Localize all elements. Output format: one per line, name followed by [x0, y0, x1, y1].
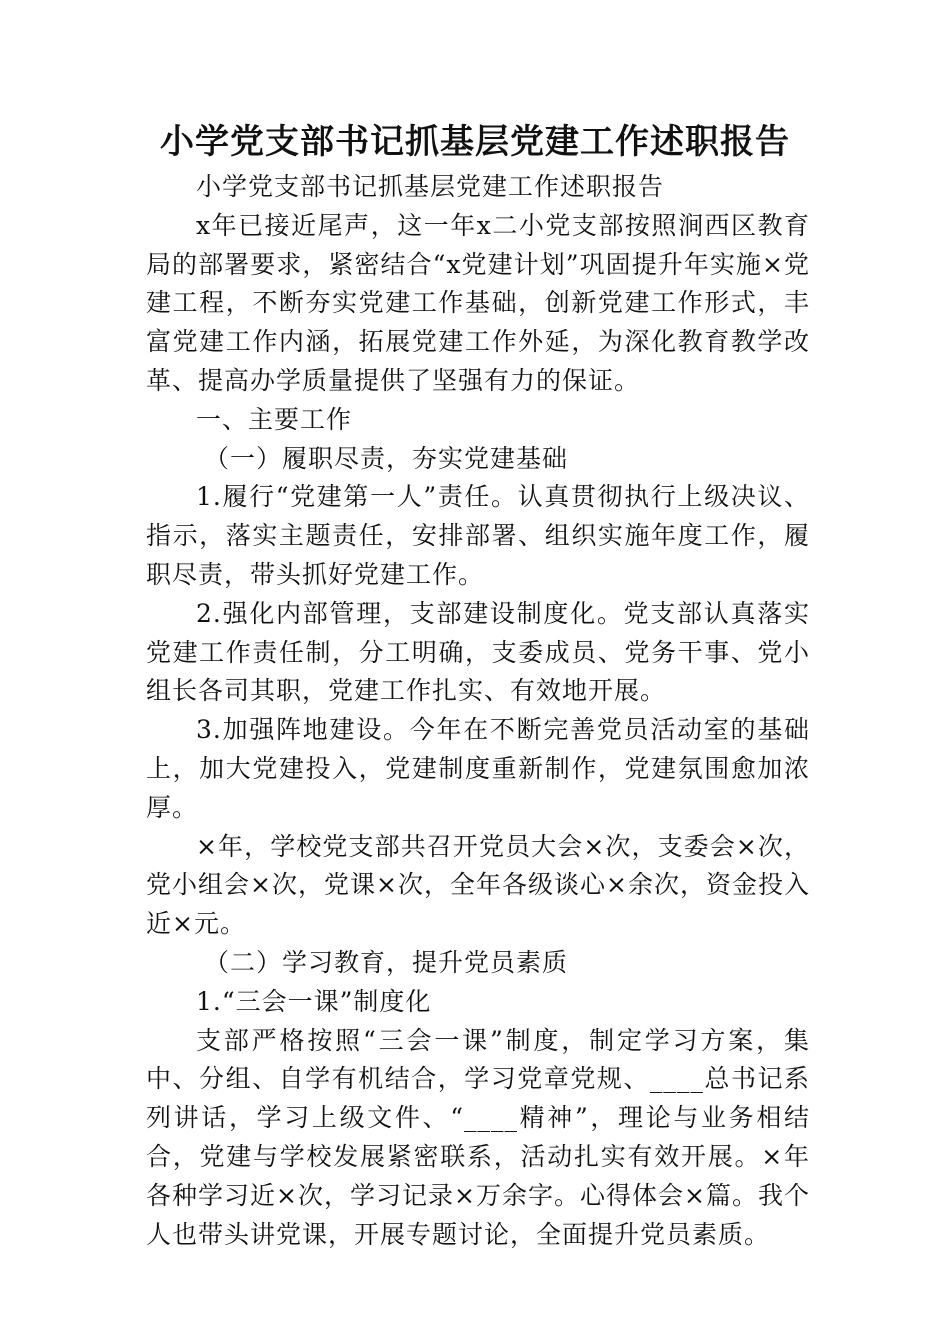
item-paragraph-3: 3.加强阵地建设。今年在不断完善党员活动室的基础上，加大党建投入，党建制度重新制作，党建氛围愈加浓厚。 [146, 715, 810, 822]
stats-paragraph: ×年，学校党支部共召开党员大会×次，支委会×次，党小组会×次，党课×次，全年各级谈心×余次，资金投入近×元。 [146, 831, 810, 939]
subsection-heading-1: （一）履职尽责，夯实党建基础 [204, 443, 569, 473]
section-heading-main-work: 一、主要工作 [196, 404, 353, 434]
subsection-heading-2: （二）学习教育，提升党员素质 [204, 947, 569, 977]
subtitle-paragraph: 小学党支部书记抓基层党建工作述职报告 [196, 172, 665, 201]
document-body [146, 168, 810, 1254]
item-heading-three-meetings: 1.“三会一课”制度化 [196, 986, 432, 1016]
item-paragraph-1: 1.履行“党建第一人”责任。认真贯彻执行上级决议、指示，落实主题责任，安排部署、组织实施年度工作，履职尽责，带头抓好党建工作。 [146, 482, 810, 589]
item-paragraph-2: 2.强化内部管理，支部建设制度化。党支部认真落实党建工作责任制，分工明确，支委成员、党务干事、党小组长各司其职，党建工作扎实、有效地开展。 [146, 598, 810, 706]
document-title: 小学党支部书记抓基层党建工作述职报告 [160, 122, 790, 162]
study-paragraph: 支部严格按照“三会一课”制度，制定学习方案，集中、分组、自学有机结合，学习党章党规、____总书记系列讲话，学习上级文件、“____精神”，理论与业务相结合，党建与学校发展紧密联系，活动扎实有效开展。×年各种学习近×次，学习记录×万余字。心得体会×篇。我个人也带头讲党课，开展专题讨论，全面提升党员素质。 [146, 1025, 810, 1249]
intro-paragraph: x年已接近尾声，这一年x二小党支部按照涧西区教育局的部署要求，紧密结合“x党建计划”巩固提升年实施×党建工程，不断夯实党建工作基础，创新党建工作形式，丰富党建工作内涵，拓展党建工作外延，为深化教育教学改革、提高办学质量提供了坚强有力的保证。 [146, 210, 810, 395]
